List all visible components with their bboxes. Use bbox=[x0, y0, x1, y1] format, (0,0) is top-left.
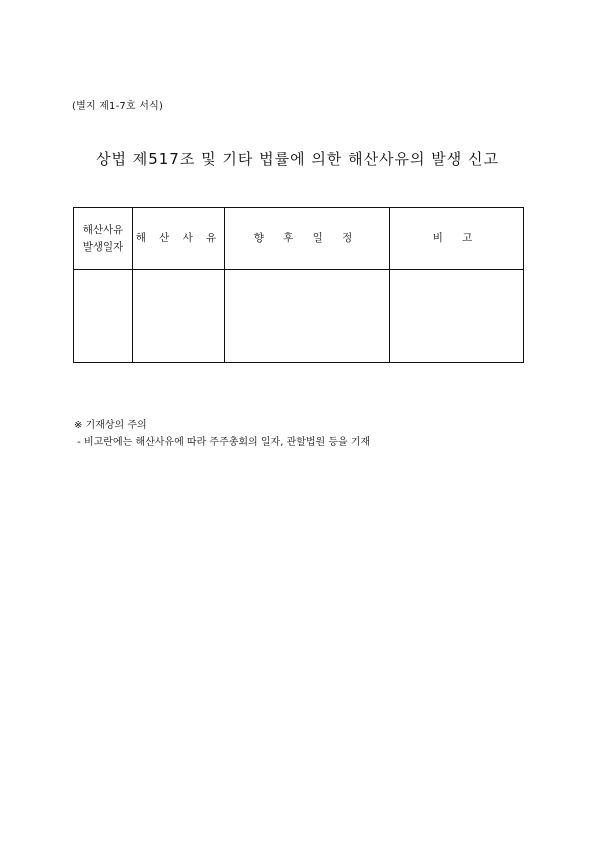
header-future-schedule: 향 후 일 정 bbox=[225, 208, 390, 270]
header-dissolution-date: 해산사유 발생일자 bbox=[74, 208, 133, 270]
dissolution-report-table bbox=[73, 207, 524, 363]
entry-notes bbox=[74, 417, 370, 451]
cell-remarks[interactable] bbox=[390, 270, 524, 363]
form-number-label: (별지 제1-7호 서식) bbox=[72, 101, 164, 112]
document-title: 상법 제517조 및 기타 법률에 의한 해산사유의 발생 신고 bbox=[95, 150, 500, 168]
header-dissolution-reason: 해 산 사 유 bbox=[133, 208, 225, 270]
header-remarks: 비 고 bbox=[390, 208, 524, 270]
notes-heading: ※ 기재상의 주의 bbox=[74, 420, 147, 431]
cell-dissolution-reason[interactable] bbox=[133, 270, 225, 363]
notes-item: - 비고란에는 해산사유에 따라 주주총회의 일자, 관할법원 등을 기재 bbox=[74, 437, 371, 448]
table-header-row bbox=[74, 208, 524, 270]
table-row bbox=[74, 270, 524, 363]
cell-dissolution-date[interactable] bbox=[74, 270, 133, 363]
cell-future-schedule[interactable] bbox=[225, 270, 390, 363]
